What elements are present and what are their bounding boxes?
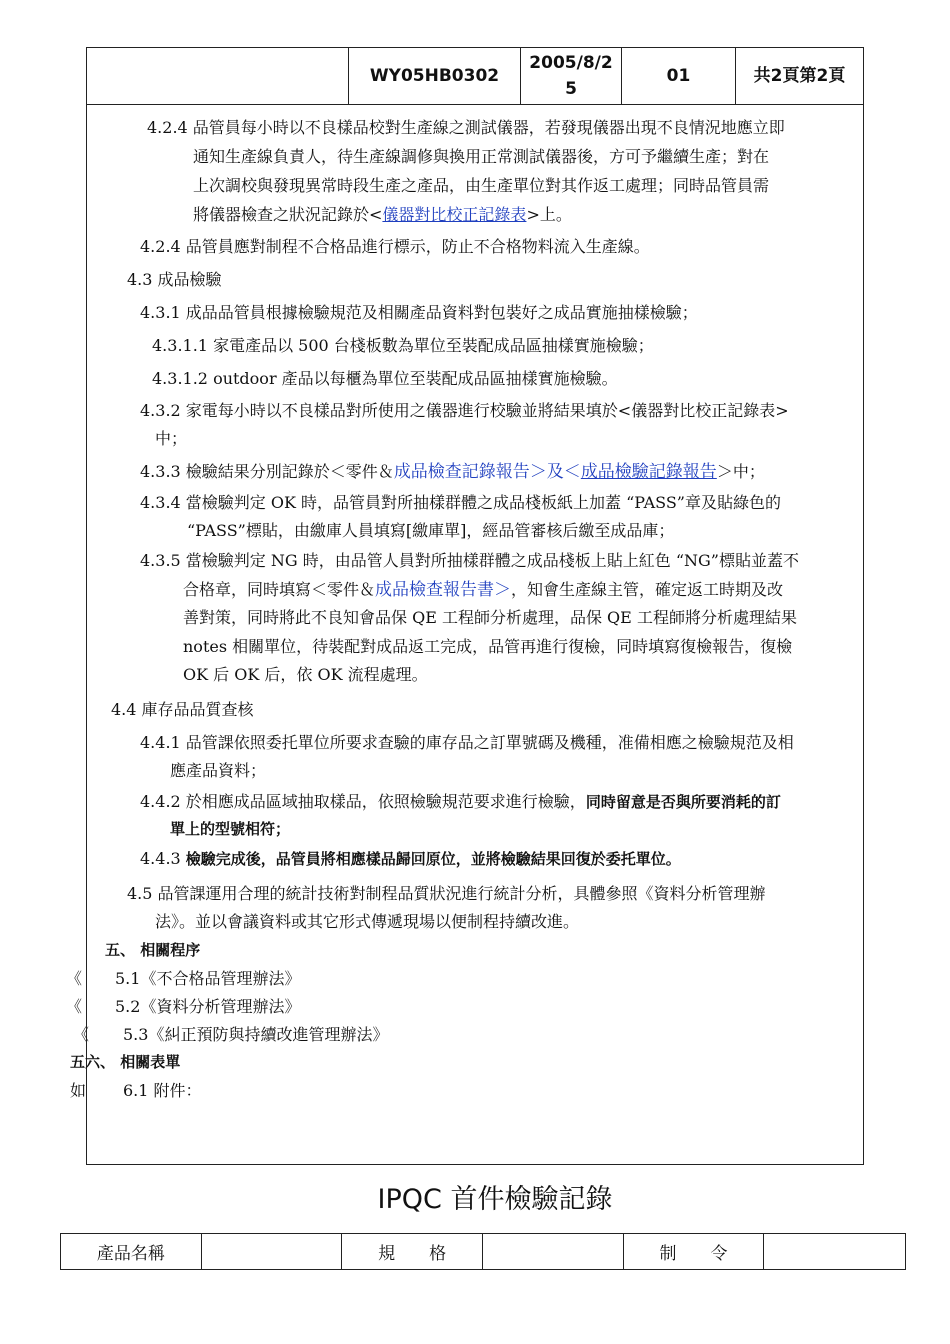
header-blank-cell (87, 48, 349, 104)
para-45-line1: 4.5 品管課運用合理的統計技術對制程品質狀況進行統計分析，具體參照《資料分析管理辦 (127, 884, 766, 903)
para-443: 4.4.3 檢驗完成後，品管員將相應樣品歸回原位，並將檢驗結果回復於委托單位。 (140, 849, 681, 868)
section-4-3-heading: 4.3 成品檢驗 (127, 270, 222, 289)
para-433: 4.3.3 檢驗結果分別記錄於＜零件＆成品檢查記錄報告＞及＜成品檢驗記錄報告＞中； (140, 462, 765, 482)
document-header-table (86, 47, 864, 105)
section-5-heading: 五、 相關程序 (105, 941, 201, 959)
spec-value[interactable] (483, 1234, 624, 1269)
para-431: 4.3.1 成品品管員根據檢驗規范及相關產品資料對包裝好之成品實施抽樣檢驗； (140, 303, 698, 322)
instrument-calibration-link[interactable]: 儀器對比校正記錄表 (382, 205, 527, 224)
para-442-line1: 4.4.2 於相應成品區域抽取樣品，依照檢驗規范要求進行檢驗，同時留意是否與所要消耗的訂 (140, 792, 781, 811)
order-value[interactable] (764, 1234, 905, 1269)
ref-61: 6.1 附件： (123, 1081, 202, 1100)
ref-61-mark: 如 (70, 1081, 87, 1100)
product-info-table (60, 1233, 906, 1270)
page-count: 共2頁第2頁 (753, 66, 846, 86)
order-label: 制 令 (624, 1234, 765, 1269)
para-435-line2: 合格章，同時填寫＜零件＆成品檢查報告書＞，知會生產線主管，確定返工時期及改 (183, 580, 784, 600)
ref-51-mark: 《 (66, 969, 83, 988)
para-435-line4: notes 相關單位，待裝配對成品返工完成，品管再進行復檢，同時填寫復檢報告，復檢 (183, 637, 793, 656)
ref-53: 5.3《糾正預防與持續改進管理辦法》 (123, 1025, 389, 1044)
ref-52-mark: 《 (66, 997, 83, 1016)
para-435-line5: OK 后 OK 后，依 OK 流程處理。 (183, 665, 428, 684)
para-434-line2: “PASS”標貼，由繳庫人員填寫[繳庫單]，經品管審核后繳至成品庫； (187, 521, 675, 540)
para-424a-line2: 通知生產線負責人，待生產線調修與換用正常測試儀器後，方可予繼續生產；對在 (193, 147, 770, 166)
document-number: WY05HB0302 (349, 48, 521, 104)
para-4312: 4.3.1.2 outdoor 產品以每櫃為單位至裝配成品區抽樣實施檢驗。 (152, 369, 618, 388)
para-424b: 4.2.4 品管員應對制程不合格品進行標示，防止不合格物料流入生產線。 (140, 237, 650, 256)
para-424a-line4: 將儀器檢查之狀況記錄於<儀器對比校正記錄表>上。 (193, 205, 572, 224)
para-424a-line1: 4.2.4 品管員每小時以不良樣品校對生產線之測試儀器，若發現儀器出現不良情況地應立即 (147, 118, 785, 137)
spec-label: 規 格 (342, 1234, 483, 1269)
para-435-line3: 善對策，同時將此不良知會品保 QE 工程師分析處理，品保 QE 工程師將分析處理結果 (183, 608, 797, 627)
para-441-line1: 4.4.1 品管課依照委托單位所要求查驗的庫存品之訂單號碼及機種，准備相應之檢驗規范及相 (140, 733, 794, 752)
document-version: 01 (622, 48, 736, 104)
para-4311: 4.3.1.1 家電產品以 500 台棧板數為單位至裝配成品區抽樣實施檢驗； (152, 336, 654, 355)
para-441-line2: 應產品資料； (170, 761, 267, 780)
ref-51: 5.1《不合格品管理辦法》 (115, 969, 301, 988)
product-name-value[interactable] (202, 1234, 343, 1269)
para-435-line1: 4.3.5 當檢驗判定 NG 時，由品管人員對所抽樣群體之成品棧板上貼上紅色 “NG”標貼並蓋不 (140, 551, 799, 570)
ref-53-mark: 《 (73, 1025, 90, 1044)
para-424a-line3: 上次調校與發現異常時段生產之產品，由生產單位對其作返工處理；同時品管員需 (193, 176, 770, 195)
para-442-line2: 單上的型號相符； (170, 820, 291, 838)
form-title: IPQC 首件檢驗記錄 (377, 1184, 613, 1215)
inspection-report-link[interactable]: 成品檢驗記錄報告 (580, 462, 717, 482)
para-434-line1: 4.3.4 當檢驗判定 OK 時，品管員對所抽樣群體之成品棧板紙上加蓋 “PASS”章及貼綠色的 (140, 493, 781, 512)
para-432-line1: 4.3.2 家電每小時以不良樣品對所使用之儀器進行校驗並將結果填於<儀器對比校正記錄表> (140, 401, 789, 420)
para-45-line2: 法》。並以會議資料或其它形式傳遞現場以便制程持續改進。 (155, 912, 580, 931)
section-4-4-heading: 4.4 庫存品品質查核 (111, 700, 254, 719)
ref-52: 5.2《資料分析管理辦法》 (115, 997, 301, 1016)
product-name-label: 產品名稱 (61, 1234, 202, 1269)
para-432-line2: 中； (155, 429, 188, 448)
document-date: 2005/8/25 (521, 48, 622, 104)
section-6-heading: 五六、 相關表單 (70, 1053, 181, 1071)
